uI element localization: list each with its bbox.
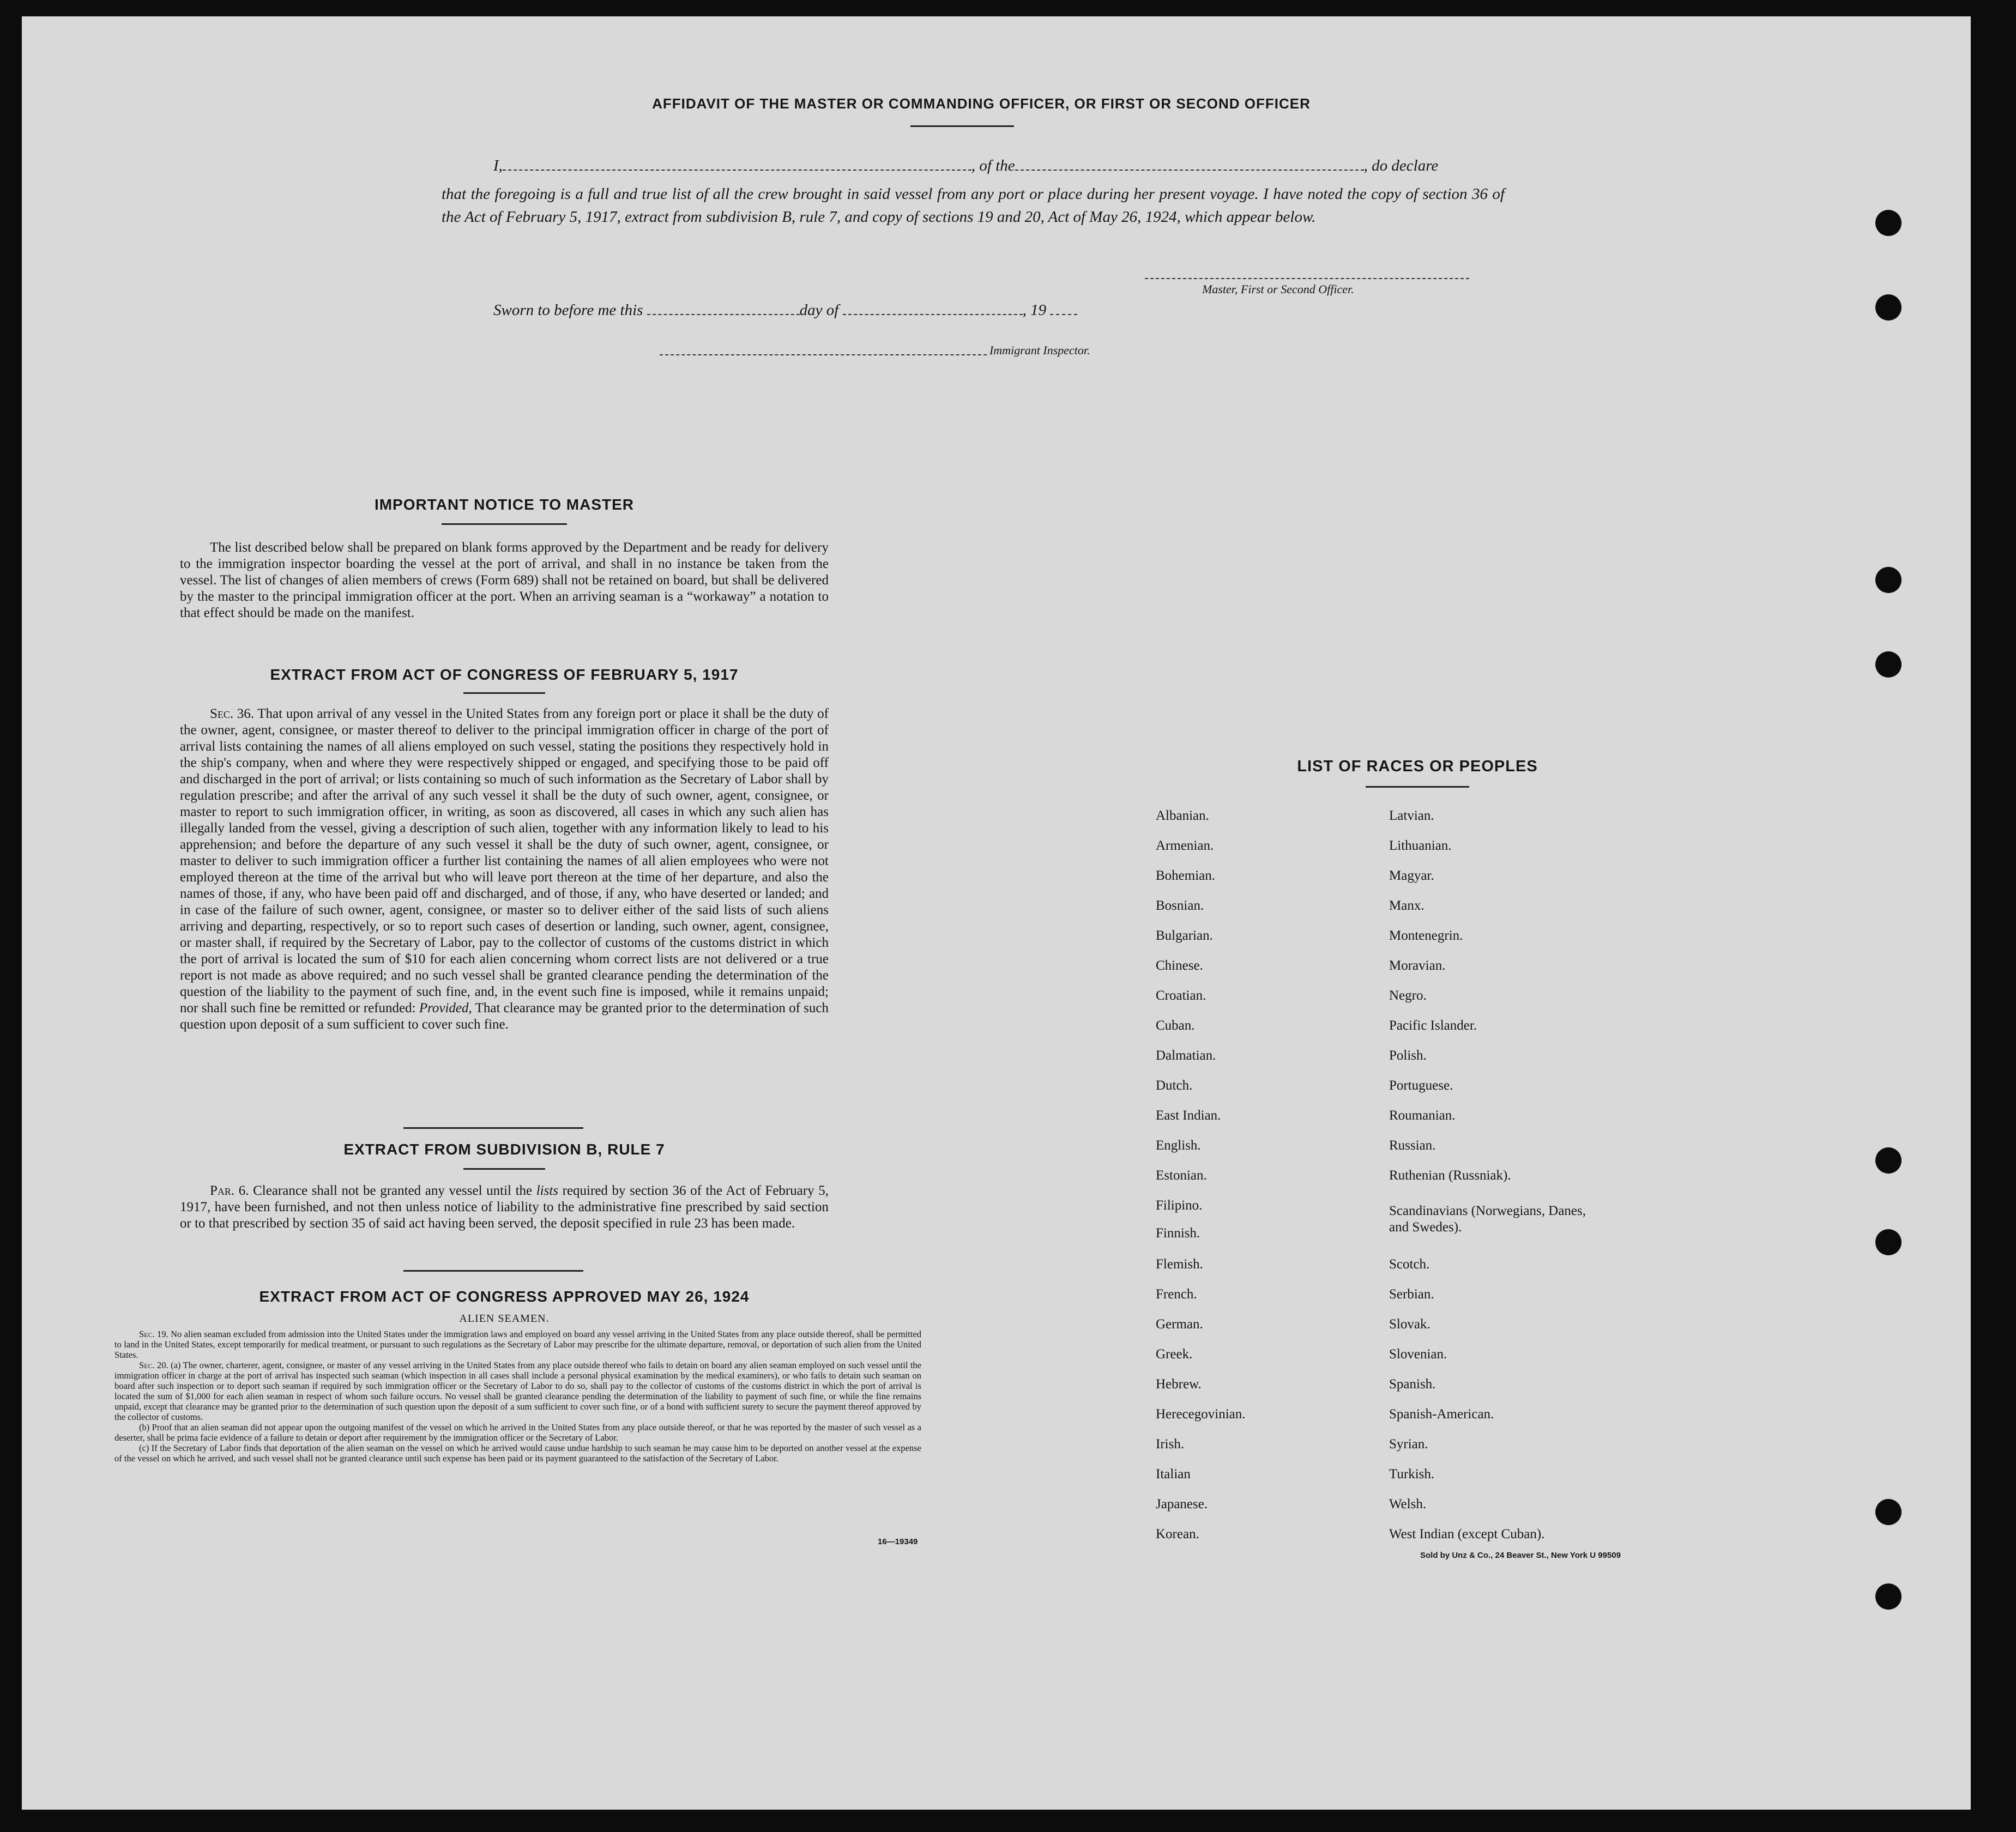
race-left-item: Hebrew. [1156,1377,1202,1392]
name-blank[interactable] [503,170,971,171]
race-left-item: Chinese. [1156,958,1203,973]
race-right-item: Slovenian. [1389,1347,1447,1362]
race-right-item: Scandinavians (Norwegians, Danes, and Swedes). [1389,1204,1586,1235]
race-left-item: Flemish. [1156,1257,1203,1272]
race-left-item: Bohemian. [1156,868,1216,883]
race-right-item: Syrian. [1389,1437,1428,1452]
sec-20-label: Sec. 20. [139,1360,168,1370]
binder-hole [1875,567,1902,593]
affidavit-i-label: I, [493,157,503,174]
race-left-item: French. [1156,1287,1197,1302]
extract-1917-title: EXTRACT FROM ACT OF CONGRESS OF FEBRUARY 5, 1917 [270,666,739,683]
sec-36-label: Sec. 36. [210,706,255,721]
document-page [22,16,1971,1810]
sworn-year: , 19 [1022,301,1047,319]
section-rule [403,1127,583,1129]
binder-hole [1875,294,1902,321]
race-right-item: Magyar. [1389,868,1434,883]
signature-caption: Master, First or Second Officer. [1202,282,1354,296]
title-rule [1366,786,1469,788]
sec-19-text: No alien seaman excluded from admission into the United States under the immigration laws and employed on board any vessel arriving in the United States from any place outside thereof, shall be permitted to land in the United States, except temporarily for medical treatment, or pursuant to such regulations as the Secretary of Labor may prescribe for the ultimate departure, removal, or deportation of such alien from the United States. [114,1329,921,1360]
sec-20b-text: (b) Proof that an alien seaman did not appear upon the outgoing manifest of the vessel on which he arrived in the United States from any place outside thereof, or that he was reported by the master of such vessel as a deserter, shall be prima facie evidence of a failure to detain or deport after requirement by the immigration officer or the Secretary of Labor. [114,1422,921,1443]
par-6-text-b: required by section 36 of the Act of February 5, 1917, have been furnished, and not then unless notice of liability to the administrative fine prescribed by said section or to that prescribed by section 35 of said act having been served, the deposit specified in rule 23 has been made. [180,1183,829,1231]
alien-seamen-heading: ALIEN SEAMEN. [459,1313,550,1325]
race-right-item: Latvian. [1389,808,1434,823]
race-right-item: Ruthenian (Russniak). [1389,1168,1511,1183]
race-left-item: Japanese. [1156,1497,1208,1511]
affidavit-title: AFFIDAVIT OF THE MASTER OR COMMANDING OFFICER, OR FIRST OR SECOND OFFICER [652,95,1311,112]
notice-title: IMPORTANT NOTICE TO MASTER [374,496,635,513]
race-left-item: Croatian. [1156,988,1206,1003]
inspector-blank[interactable] [660,354,987,355]
race-right-item: Spanish-American. [1389,1407,1494,1422]
race-left-item: German. [1156,1317,1203,1332]
provided-text: That clearance may be granted prior to the determination of such question upon deposit of a sum sufficient to cover such fine. [180,1001,829,1032]
binder-hole [1875,1147,1902,1174]
par-6-label: Par. 6. [210,1183,249,1198]
extract-rule7-title: EXTRACT FROM SUBDIVISION B, RULE 7 [343,1141,665,1158]
race-right-item: Negro. [1389,988,1427,1003]
race-right-item: Turkish. [1389,1467,1435,1482]
extract-1924-title: EXTRACT FROM ACT OF CONGRESS APPROVED MAY 26, 1924 [259,1288,750,1305]
race-right-item: Montenegrin. [1389,928,1463,943]
title-rule [463,692,545,694]
sworn-month-blank[interactable] [843,314,1023,315]
sec-19-label: Sec. 19. [139,1329,168,1339]
race-left-item: English. [1156,1138,1201,1153]
binder-hole [1875,1583,1902,1610]
sworn-day-blank[interactable] [647,314,800,315]
section-rule [403,1270,583,1272]
binder-hole [1875,1499,1902,1525]
race-right-item: Moravian. [1389,958,1446,973]
race-left-item: Herecegovinian. [1156,1407,1246,1422]
affidavit-body: that the foregoing is a full and true list of all the crew brought in said vessel from any port or place during her present voyage. I have noted the copy of section 36 of the Act of February 5, 1917, extract from subdivision B, rule 7, and copy of sections 19 and 20, Act of May 26, 1924, which appear below. [442,185,1505,226]
race-right-item: Russian. [1389,1138,1436,1153]
sworn-day-of: day of [799,301,839,319]
sworn-line [493,301,1077,319]
extract-1917-body [180,706,829,1033]
affidavit-do-declare-label: , do declare [1363,157,1439,174]
sec-20c-text: (c) If the Secretary of Labor finds that deportation of the alien seaman on the vessel on which he arrived would cause undue hardship to such seaman he may cause him to be deported on another vessel at the expense of the vessel on which he arrived, and such vessel shall not be granted clearance until such expense has been paid or its payment guaranteed to the satisfaction of the Secretary of Labor. [114,1443,921,1464]
binder-hole [1875,210,1902,236]
notice-body: The list described below shall be prepared on blank forms approved by the Department and be ready for delivery to the immigration inspector boarding the vessel at the port of arrival, and shall in no instance be taken from the vessel. The list of changes of alien members of crews (Form 689) shall not be retained on board, but shall be delivered by the master to the principal immigration officer at the port. When an arriving seaman is a “workaway” a notation to that effect should be made on the manifest. [180,540,829,620]
race-right-item: Slovak. [1389,1317,1430,1332]
race-right-item: Scotch. [1389,1257,1430,1272]
race-right-item: Polish. [1389,1048,1427,1063]
race-right-item: Lithuanian. [1389,838,1452,853]
race-left-item: Filipino. [1156,1198,1203,1213]
inspector-caption: Immigrant Inspector. [989,343,1090,357]
affidavit-of-the-label: , of the [971,157,1015,174]
race-left-item: Albanian. [1156,808,1209,823]
race-left-item: Dalmatian. [1156,1048,1216,1063]
race-left-item: Cuban. [1156,1018,1195,1033]
title-rule [442,523,567,525]
race-left-item: Greek. [1156,1347,1193,1362]
race-right-item: Portuguese. [1389,1078,1453,1093]
sec-20a-text: (a) The owner, charterer, agent, consignee, or master of any vessel arriving in the United States from any place outside thereof who fails to detain on board any alien seaman employed on such vessel until the immigration officer in charge at the port of arrival has inspected such seaman (which inspection in all cases shall include a personal physical examination by the medical examiners), or who fails to detain such seaman on board after such inspection or to deport such seaman if required by such immigration officer or the Secretary of Labor to do so, shall pay to the collector of customs of the customs district in which the port of arrival is located the sum of $1,000 for each alien seaman in respect of whom such failure occurs. No vessel shall be granted clearance pending the determination of the liability to payment of such fine, or while the fine remains unpaid, except that clearance may be granted prior to the determination of such question upon the deposit of a sum sufficient to cover such fine, or of a bond with sufficient surety to secure the payment thereof approved by the collector of customs. [114,1360,921,1422]
race-left-item: Italian [1156,1467,1191,1482]
race-left-item: Armenian. [1156,838,1214,853]
sworn-prefix: Sworn to before me this [493,301,643,319]
sold-by-imprint: Sold by Unz & Co., 24 Beaver St., New York U 99509 [1420,1551,1621,1560]
sworn-year-blank[interactable] [1050,314,1077,315]
par-6-text-a: Clearance shall not be granted any vessel until the [253,1183,533,1198]
race-left-item: Finnish. [1156,1226,1200,1241]
binder-hole [1875,1229,1902,1255]
vessel-blank[interactable] [1015,170,1364,171]
sec-36-text: That upon arrival of any vessel in the United States from any foreign port or place it shall be the duty of the owner, agent, consignee, or master thereof to deliver to the principal immigration officer in charge of the port of arrival lists containing the names of all aliens employed on such vessel, stating the positions they respectively hold in the ship's company, when and where they were respectively shipped or engaged, and specifying those to be paid off and discharged in the port of arrival; or lists containing so much of such information as the Secretary of Labor shall by regulation prescribe; and after the arrival of any such vessel it shall be the duty of such owner, agent, consignee, or master to report to such immigration officer, in writing, as soon as discovered, all cases in which any such alien has illegally landed from the vessel, giving a description of such alien, together with any information likely to lead to his apprehension; and before the departure of any such vessel it shall be the duty of such owner, agent, consignee, or master to deliver to such immigration officer a further list containing the names of all alien employees who were not employed thereon at the time of the arrival but who will leave port thereon at the time of her departure, and also the names of those, if any, who have been paid off and discharged, and of those, if any, who have deserted or landed; and in case of the failure of such owner, agent, consignee, or master so to deliver either of the said lists of such aliens arriving and departing, respectively, or so to report such cases of desertion or landing, such owner, agent, consignee, or master shall, if required by the Secretary of Labor, pay to the collector of customs of the customs district in which the port of arrival is located the sum of $10 for each alien concerning whom correct lists are not delivered or a true report is not made as above required; and no such vessel shall be granted clearance pending the determination of the question of the liability to the payment of such fine, and, in the event such fine is imposed, while it remains unpaid; nor shall such fine be remitted or refunded: [180,706,829,1015]
form-number: 16—19349 [878,1537,918,1546]
provided-word: Provided, [419,1001,472,1015]
race-left-item: East Indian. [1156,1108,1221,1123]
extract-rule7-body [180,1183,829,1232]
binder-hole [1875,651,1902,678]
affidavit-declaration-line [493,157,1438,175]
race-right-item: Pacific Islander. [1389,1018,1477,1033]
race-right-item: Serbian. [1389,1287,1434,1302]
race-left-item: Korean. [1156,1527,1199,1541]
race-right-item: Manx. [1389,898,1425,913]
race-left-item: Estonian. [1156,1168,1207,1183]
title-rule [463,1168,545,1170]
race-left-item: Bulgarian. [1156,928,1213,943]
race-right-item: Spanish. [1389,1377,1436,1392]
race-right-item: Welsh. [1389,1497,1427,1511]
race-left-item: Irish. [1156,1437,1185,1452]
signature-blank[interactable] [1145,278,1469,279]
race-left-item: Bosnian. [1156,898,1204,913]
extract-1924-body [114,1329,921,1464]
lists-word: lists [536,1183,559,1198]
race-right-item: West Indian (except Cuban). [1389,1527,1545,1541]
race-left-item: Dutch. [1156,1078,1193,1093]
title-rule [910,125,1014,127]
race-right-item: Roumanian. [1389,1108,1456,1123]
races-title: LIST OF RACES OR PEOPLES [1297,758,1538,775]
